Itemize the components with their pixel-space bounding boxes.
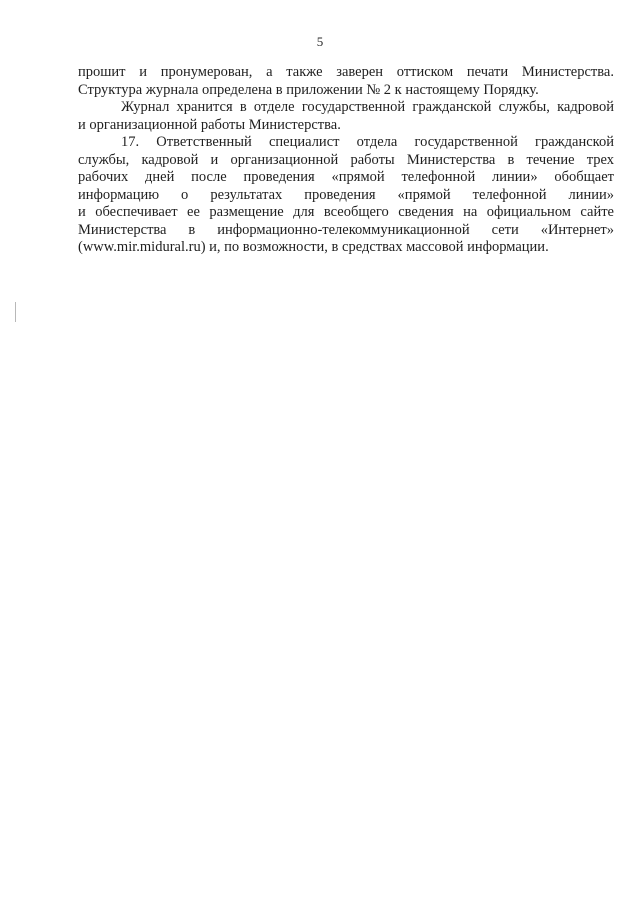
document-body	[78, 64, 614, 257]
text-line: рабочих дней после проведения «прямой телефонной линии» обобщает	[78, 169, 614, 185]
text-line: Структура журнала определена в приложении № 2 к настоящему Порядку.	[78, 81, 539, 98]
text-line: и обеспечивает ее размещение для всеобщего сведения на официальном сайте	[78, 204, 614, 220]
text-line: прошит и пронумерован, а также заверен оттиском печати Министерства.	[78, 64, 614, 80]
text-line: информацию о результатах проведения «прямой телефонной линии»	[78, 186, 614, 203]
text-line: и организационной работы Министерства.	[78, 116, 341, 133]
text-line: Журнал хранится в отделе государственной гражданской службы, кадровой	[121, 99, 614, 115]
text-line: службы, кадровой и организационной работы Министерства в течение трех	[78, 151, 614, 168]
text-line: 17. Ответственный специалист отдела государственной гражданской	[121, 134, 614, 150]
text-line: Министерства в информационно-телекоммуникационной сети «Интернет»	[78, 221, 614, 238]
page-number: 5	[316, 34, 324, 49]
text-line: (www.mir.midural.ru) и, по возможности, в средствах массовой информации.	[78, 239, 549, 255]
margin-mark	[15, 302, 16, 322]
